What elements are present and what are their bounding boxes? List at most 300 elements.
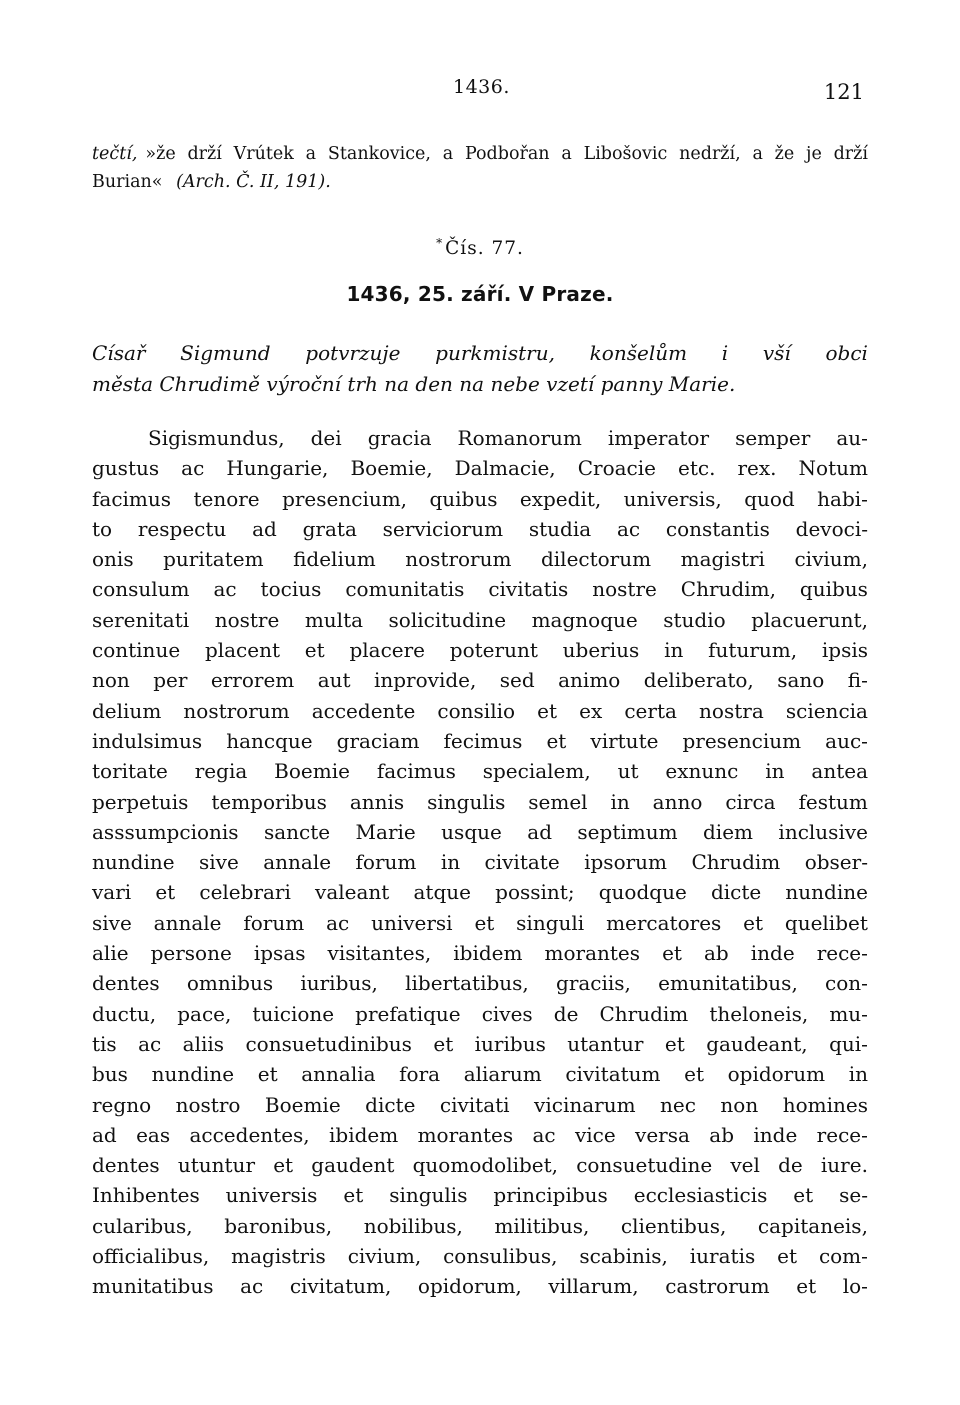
page-number: 121 xyxy=(823,80,864,104)
body-word: multa xyxy=(304,607,364,632)
body-word: vice xyxy=(574,1122,616,1147)
body-word: ex xyxy=(579,698,603,723)
body-line xyxy=(92,514,868,544)
body-word: asssumpcionis xyxy=(92,819,239,844)
body-word: et xyxy=(304,638,325,663)
body-word: Chrudim xyxy=(599,1001,689,1026)
body-word: iuribus, xyxy=(300,971,378,996)
body-line xyxy=(92,968,868,998)
regest-word: konšelům xyxy=(589,341,688,365)
body-word: aliis xyxy=(182,1031,225,1056)
body-word: et xyxy=(777,1244,798,1269)
body-word: singuli xyxy=(516,910,585,935)
body-word: ipsas xyxy=(253,941,306,966)
footnote-archive-reference: (Arch. Č. II, 191). xyxy=(176,172,331,192)
body-word: Notum xyxy=(798,456,868,481)
body-line xyxy=(92,1120,868,1150)
body-word: ipsorum xyxy=(584,850,668,875)
body-word: homines xyxy=(782,1092,868,1117)
body-word: annis xyxy=(349,789,405,814)
body-line xyxy=(92,938,868,968)
body-word: de xyxy=(553,1001,579,1026)
body-word: annale xyxy=(263,850,332,875)
body-word: to xyxy=(92,516,113,541)
body-word: usque xyxy=(441,819,502,844)
body-word: certa xyxy=(624,698,677,723)
body-word: nundine xyxy=(92,850,175,875)
body-word: placere xyxy=(349,638,426,663)
body-word: sive xyxy=(199,850,239,875)
body-word: et xyxy=(684,1062,704,1087)
body-word: et xyxy=(433,1031,454,1056)
footnote-italic-word: tečtí, xyxy=(92,144,138,164)
body-word: indulsimus xyxy=(92,728,203,753)
body-word: exnunc xyxy=(665,759,739,784)
body-word: obser- xyxy=(804,850,868,875)
footnote-line-2 xyxy=(92,168,868,196)
body-word: sciencia xyxy=(785,698,868,723)
body-line xyxy=(92,1180,868,1210)
body-word: morantes xyxy=(544,941,641,966)
body-word: regia xyxy=(194,759,248,784)
body-word: virtute xyxy=(590,728,659,753)
body-word: Boemie xyxy=(274,759,350,784)
body-word: ad xyxy=(527,819,552,844)
body-word: in xyxy=(848,1062,868,1087)
body-word: opidorum, xyxy=(417,1274,522,1299)
body-word: studio xyxy=(663,607,726,632)
body-word: valeant xyxy=(315,880,390,905)
body-word: Croacie xyxy=(577,456,656,481)
body-line xyxy=(92,1090,868,1120)
regest-word: purkmistru, xyxy=(435,341,555,365)
body-word: anno xyxy=(652,789,703,814)
body-word: forum xyxy=(355,850,417,875)
body-line xyxy=(92,574,868,604)
body-line xyxy=(92,544,868,574)
body-word: annalia xyxy=(301,1062,376,1087)
regest-line xyxy=(92,338,868,369)
body-word: ac xyxy=(326,910,350,935)
body-word: nostre xyxy=(214,607,280,632)
body-word: civitatis xyxy=(488,577,569,602)
body-word: rex. xyxy=(737,456,777,481)
body-word: dei xyxy=(310,426,342,450)
body-word: cives xyxy=(481,1001,533,1026)
body-word: munitatibus xyxy=(92,1274,214,1299)
body-word: rece- xyxy=(816,941,868,966)
body-word: scabinis, xyxy=(579,1244,668,1269)
body-word: consilio xyxy=(437,698,516,723)
body-word: onis xyxy=(92,547,134,572)
body-word: in xyxy=(440,850,461,875)
body-word: nostra xyxy=(699,698,764,723)
body-word: inclusive xyxy=(778,819,868,844)
body-word: devoci- xyxy=(795,516,868,541)
body-line xyxy=(92,877,868,907)
body-word: placent xyxy=(204,638,281,663)
regest-word: i xyxy=(721,341,729,365)
body-line xyxy=(92,999,868,1029)
regest-word: vší xyxy=(762,341,791,365)
body-word: consulum xyxy=(92,577,190,602)
body-word: villarum, xyxy=(548,1274,639,1299)
body-word: toritate xyxy=(92,759,168,784)
body-word: iure. xyxy=(820,1153,868,1178)
body-word: ad xyxy=(252,516,277,541)
body-word: facimus xyxy=(376,759,456,784)
body-word: et xyxy=(664,1031,685,1056)
body-word: et xyxy=(537,698,558,723)
body-word: Boemie xyxy=(264,1092,341,1117)
body-line xyxy=(92,423,868,453)
body-word: se- xyxy=(839,1183,868,1208)
body-word: delium xyxy=(92,698,162,723)
body-line xyxy=(92,1271,868,1301)
body-word: nundine xyxy=(785,880,868,905)
body-word: consulibus, xyxy=(443,1244,558,1269)
body-word: studia xyxy=(528,516,592,541)
body-word: poterunt xyxy=(449,638,538,663)
body-word: aut xyxy=(317,668,351,693)
body-word: civitati xyxy=(439,1092,510,1117)
body-word: per xyxy=(153,668,188,693)
body-word: magistri xyxy=(680,547,765,572)
body-word: mu- xyxy=(829,1001,868,1026)
body-word: rece- xyxy=(816,1122,868,1147)
body-word: accedentes, xyxy=(189,1122,310,1147)
body-word: ductu, xyxy=(92,1001,157,1026)
body-word: circa xyxy=(725,789,776,814)
body-word: theloneis, xyxy=(709,1001,809,1026)
body-word: iuribus xyxy=(474,1031,546,1056)
body-word: utantur xyxy=(567,1031,644,1056)
body-line xyxy=(92,1059,868,1089)
body-word: annale xyxy=(153,910,222,935)
body-word: ab xyxy=(703,941,729,966)
body-word: dentes xyxy=(92,971,160,996)
body-line xyxy=(92,484,868,514)
body-word: civium, xyxy=(347,1244,422,1269)
body-word: possint; xyxy=(495,880,575,905)
body-word: sed xyxy=(499,668,535,693)
body-word: nec xyxy=(660,1092,696,1117)
body-line xyxy=(92,847,868,877)
body-word: semel xyxy=(528,789,588,814)
body-word: lo- xyxy=(842,1274,868,1299)
body-word: puritatem xyxy=(163,547,264,572)
footnote-continuation xyxy=(92,140,868,196)
body-word: solicitudine xyxy=(388,607,507,632)
body-word: tuicione xyxy=(252,1001,335,1026)
document-regest xyxy=(92,338,868,400)
body-word: officialibus, xyxy=(92,1244,210,1269)
body-word: ac xyxy=(616,516,641,541)
body-word: eas xyxy=(136,1122,171,1147)
body-word: civitate xyxy=(484,850,560,875)
body-word: Romanorum xyxy=(457,426,582,450)
body-word: vicinarum xyxy=(534,1092,636,1117)
body-line xyxy=(92,605,868,635)
body-word: versa xyxy=(635,1122,690,1147)
body-word: aliarum xyxy=(463,1062,542,1087)
body-word: errorem xyxy=(210,668,295,693)
body-word: inde xyxy=(753,1122,798,1147)
body-word: quodque xyxy=(598,880,687,905)
body-word: fecimus xyxy=(443,728,523,753)
regest-word: Císař xyxy=(92,341,146,365)
body-word: sive xyxy=(92,910,132,935)
body-word: con- xyxy=(825,971,868,996)
body-word: et xyxy=(793,1183,814,1208)
body-line xyxy=(92,908,868,938)
body-word: presencium, xyxy=(282,486,408,511)
body-word: singulis xyxy=(427,789,506,814)
body-word: non xyxy=(92,668,130,693)
body-word: diem xyxy=(703,819,753,844)
body-word: non xyxy=(720,1092,759,1117)
body-word: pace, xyxy=(177,1001,232,1026)
body-word: nostrorum xyxy=(405,547,512,572)
body-word: sano xyxy=(777,668,825,693)
body-line xyxy=(92,756,868,786)
body-word: et xyxy=(743,910,764,935)
regest-word: obci xyxy=(825,341,868,365)
body-word: comunitatis xyxy=(345,577,465,602)
body-word: continue xyxy=(92,638,181,663)
body-word: iuratis xyxy=(689,1244,756,1269)
body-line xyxy=(92,635,868,665)
body-word: ecclesiasticis xyxy=(633,1183,768,1208)
body-word: grata xyxy=(302,516,357,541)
body-word: quibus xyxy=(799,577,868,602)
body-word: universi xyxy=(371,910,453,935)
body-word: quibus xyxy=(429,486,498,511)
body-word: ac xyxy=(532,1122,556,1147)
body-line xyxy=(92,453,868,483)
body-word: et xyxy=(796,1274,817,1299)
body-word: tocius xyxy=(260,577,322,602)
body-word: tis xyxy=(92,1031,117,1056)
body-word: antea xyxy=(811,759,868,784)
body-word: alie xyxy=(92,941,129,966)
body-word: nostrorum xyxy=(183,698,290,723)
body-word: in xyxy=(610,789,630,814)
body-word: et xyxy=(155,880,176,905)
body-word: gustus xyxy=(92,456,160,481)
body-word: accedente xyxy=(311,698,416,723)
body-word: temporibus xyxy=(211,789,327,814)
body-word: ac xyxy=(240,1274,264,1299)
body-word: Inhibentes xyxy=(92,1183,200,1208)
body-word: nostro xyxy=(175,1092,241,1117)
body-word: ab xyxy=(709,1122,735,1147)
body-word: ibidem xyxy=(453,941,523,966)
body-word: utuntur xyxy=(177,1153,256,1178)
body-word: hancque xyxy=(226,728,313,753)
body-word: ad xyxy=(92,1122,117,1147)
footnote-line-1 xyxy=(92,140,868,168)
body-line xyxy=(92,665,868,695)
body-word: qui- xyxy=(829,1031,868,1056)
body-word: consuetudine xyxy=(576,1153,713,1178)
body-word: nundine xyxy=(151,1062,235,1087)
body-word: cularibus, xyxy=(92,1213,193,1238)
body-word: Marie xyxy=(355,819,416,844)
regest-word: Sigmund xyxy=(180,341,271,365)
body-word: omnibus xyxy=(186,971,274,996)
body-word: baronibus, xyxy=(224,1213,333,1238)
body-word: castrorum xyxy=(665,1274,770,1299)
document-date-place: 1436, 25. září. V Praze. xyxy=(346,282,614,306)
body-word: specialem, xyxy=(482,759,591,784)
body-word: regno xyxy=(92,1092,152,1117)
body-word: graciam xyxy=(336,728,420,753)
body-word: magistris xyxy=(231,1244,326,1269)
asterisk-mark: * xyxy=(436,236,444,250)
body-word: forum xyxy=(243,910,305,935)
body-word: festum xyxy=(798,789,868,814)
body-word: serenitati xyxy=(92,607,190,632)
footnote-quote-end: Burian« xyxy=(92,172,163,192)
body-word: facimus xyxy=(92,486,172,511)
body-word: dilectorum xyxy=(540,547,652,572)
body-word: presencium xyxy=(682,728,802,753)
body-word: morantes xyxy=(417,1122,514,1147)
body-word: singulis xyxy=(389,1183,468,1208)
body-word: opidorum xyxy=(727,1062,826,1087)
body-word: et xyxy=(546,728,567,753)
body-word: et xyxy=(273,1153,294,1178)
body-word: dicte xyxy=(710,880,762,905)
body-word: universis xyxy=(225,1183,318,1208)
regest-line: města Chrudimě výroční trh na den na nebe vzetí panny Marie. xyxy=(92,372,736,396)
body-word: dicte xyxy=(365,1092,416,1117)
body-word: graciis, xyxy=(556,971,631,996)
body-word: Chrudim xyxy=(691,850,781,875)
body-word: tenore xyxy=(193,486,260,511)
body-word: et xyxy=(257,1062,278,1087)
body-word: fidelium xyxy=(293,547,376,572)
body-word: vel xyxy=(730,1153,760,1178)
body-word: futurum, xyxy=(708,638,798,663)
footnote-quote: »že drží Vrútek a Stankovice, a Podbořan a Libošovic nedrží, a že je drží xyxy=(145,144,868,164)
body-word: Dalmacie, xyxy=(454,456,556,481)
body-word: imperator xyxy=(607,426,710,450)
body-word: ut xyxy=(617,759,639,784)
body-word: inprovide, xyxy=(373,668,477,693)
body-word: perpetuis xyxy=(92,789,189,814)
body-word: magnoque xyxy=(531,607,638,632)
body-word: gracia xyxy=(367,426,432,450)
body-word: gaudent xyxy=(311,1153,395,1178)
body-word: clientibus, xyxy=(620,1213,727,1238)
body-word: serviciorum xyxy=(382,516,504,541)
body-word: militibus, xyxy=(494,1213,590,1238)
body-word: prefatique xyxy=(355,1001,461,1026)
body-word: uberius xyxy=(562,638,640,663)
body-word: respectu xyxy=(137,516,227,541)
body-word: consuetudinibus xyxy=(245,1031,412,1056)
body-word: civitatum xyxy=(565,1062,661,1087)
document-number-label: Čís. 77. xyxy=(445,238,524,260)
body-word: septimum xyxy=(577,819,678,844)
running-header-year: 1436. xyxy=(453,76,510,98)
body-word: gaudeant, xyxy=(706,1031,808,1056)
body-word: universis, xyxy=(623,486,722,511)
body-word: atque xyxy=(413,880,471,905)
body-word: ac xyxy=(181,456,205,481)
body-word: ipsis xyxy=(821,638,868,663)
body-word: emunitatibus, xyxy=(658,971,798,996)
body-word: et xyxy=(474,910,495,935)
body-word: et xyxy=(343,1183,364,1208)
body-word: deliberato, xyxy=(643,668,754,693)
body-word: placuerunt, xyxy=(751,607,868,632)
body-word: nobilibus, xyxy=(363,1213,463,1238)
document-body-text xyxy=(92,423,868,1302)
body-word: sancte xyxy=(263,819,331,844)
body-word: quelibet xyxy=(784,910,868,935)
body-line xyxy=(92,817,868,847)
body-word: vari xyxy=(92,880,132,905)
body-word: ibidem xyxy=(329,1122,399,1147)
body-word: ac xyxy=(213,577,237,602)
body-line xyxy=(92,787,868,817)
body-word: dentes xyxy=(92,1153,160,1178)
body-line xyxy=(92,696,868,726)
body-word: celebrari xyxy=(199,880,291,905)
body-word: fora xyxy=(399,1062,441,1087)
body-word: mercatores xyxy=(606,910,722,935)
body-word: animo xyxy=(558,668,621,693)
body-word: civium, xyxy=(794,547,868,572)
body-word: libertatibus, xyxy=(405,971,529,996)
body-word: Chrudim, xyxy=(680,577,776,602)
body-word: visitantes, xyxy=(327,941,432,966)
body-word: nostre xyxy=(592,577,657,602)
body-line xyxy=(92,1241,868,1271)
body-word: Sigismundus, xyxy=(148,426,285,450)
body-line xyxy=(92,1029,868,1059)
body-word: principibus xyxy=(493,1183,608,1208)
body-word: auc- xyxy=(825,728,868,753)
body-word: expedit, xyxy=(519,486,602,511)
body-word: quod xyxy=(744,486,795,511)
body-word: com- xyxy=(818,1244,868,1269)
body-word: Hungarie, xyxy=(226,456,329,481)
body-word: semper xyxy=(735,426,811,450)
document-number xyxy=(0,236,960,259)
body-word: de xyxy=(778,1153,803,1178)
body-word: quomodolibet, xyxy=(412,1153,559,1178)
body-word: Boemie, xyxy=(350,456,433,481)
body-word: habi- xyxy=(817,486,868,511)
body-word: in xyxy=(765,759,785,784)
body-word: etc. xyxy=(678,456,716,481)
body-word: capitaneis, xyxy=(757,1213,868,1238)
body-word: constantis xyxy=(665,516,770,541)
body-word: au- xyxy=(836,426,868,450)
body-line xyxy=(92,1150,868,1180)
body-line xyxy=(92,726,868,756)
regest-word: potvrzuje xyxy=(305,341,401,365)
body-line xyxy=(92,1211,868,1241)
body-word: et xyxy=(662,941,682,966)
body-word: fi- xyxy=(847,668,868,693)
body-word: civitatum, xyxy=(289,1274,392,1299)
body-word: bus xyxy=(92,1062,128,1087)
